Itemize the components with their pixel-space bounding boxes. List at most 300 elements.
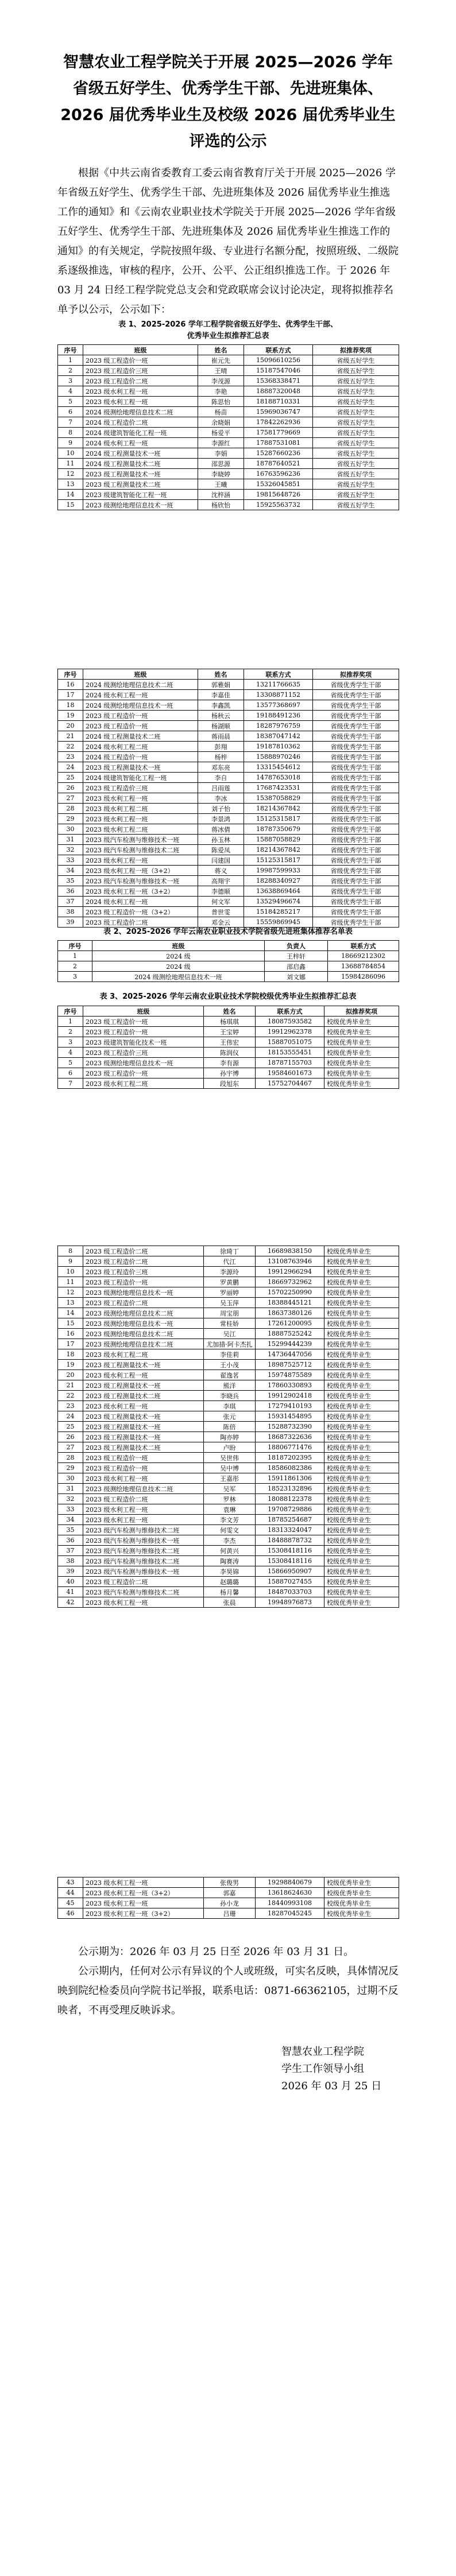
table-cell: 18787640521 (244, 459, 313, 469)
table-cell: 尤加措·阿卡杰扎 (204, 1339, 256, 1349)
table-cell: 陶亦婷 (204, 1432, 256, 1442)
table-cell: 2024 级工程测量技术二班 (83, 459, 198, 469)
title-line-1: 智慧农业工程学院关于开展 2025—2026 学年 (63, 53, 393, 71)
table-cell: 校级优秀毕业生 (324, 1246, 399, 1256)
table-row (58, 1908, 399, 1919)
table-cell: 7 (58, 417, 83, 428)
header-cell: 班级 (92, 941, 265, 951)
table-cell: 校级优秀毕业生 (324, 1318, 399, 1329)
table-cell: 校级优秀毕业生 (324, 1298, 399, 1308)
table-cell: 34 (58, 1515, 83, 1525)
table-row (58, 1401, 399, 1411)
table-cell: 省级优秀学生干部 (313, 917, 399, 928)
table-cell: 17261200095 (256, 1318, 324, 1329)
table-row (58, 1078, 399, 1089)
table-cell: 2024 级测绘地理信息技术一班 (83, 700, 198, 711)
header-cell: 班级 (83, 345, 198, 355)
table-cell: 省级优秀学生干部 (313, 876, 399, 886)
table-cell: 王梓轩 (265, 951, 328, 961)
table-cell: 邵启鑫 (265, 961, 328, 972)
table-cell: 12 (58, 1287, 83, 1298)
table-cell: 2023 级测绘地理信息技术二班 (83, 1339, 204, 1349)
table-row (58, 1068, 399, 1078)
title-line-4: 评选的公示 (189, 133, 267, 150)
table-cell: 2023 级工程造价二班 (83, 376, 198, 386)
table-cell: 孙小龙 (204, 1898, 256, 1908)
table-cell: 蒋冰倩 (198, 824, 244, 835)
signature-block (281, 2043, 408, 2095)
table-cell: 13529496674 (244, 897, 313, 907)
table-cell: 24 (58, 762, 83, 773)
table-cell: 李源玲 (204, 1267, 256, 1277)
table-cell: 17 (58, 1339, 83, 1349)
table-cell: 蒋义 (198, 866, 244, 876)
table-cell: 15866950907 (256, 1566, 324, 1577)
table-cell: 2023 级工程造价一班 (83, 1453, 204, 1463)
table-row (58, 1898, 399, 1908)
table-cell: 2023 级工程造价一班 (83, 1027, 204, 1037)
table-row (58, 1298, 399, 1308)
table-cell: 44 (58, 1888, 83, 1898)
table-cell: 9 (58, 438, 83, 448)
table-cell: 校级优秀毕业生 (324, 1494, 399, 1504)
table-cell: 37 (58, 1546, 83, 1556)
table-cell: 13 (58, 479, 83, 490)
table-cell: 32 (58, 845, 83, 855)
table-cell: 赵璐璐 (204, 1577, 256, 1587)
table-row (58, 1391, 399, 1401)
table-cell: 27 (58, 793, 83, 804)
table-cell: 39 (58, 917, 83, 928)
table-cell: 2023 级水利工程一班 (83, 1473, 204, 1484)
table-cell: 校级优秀毕业生 (324, 1535, 399, 1546)
table-cell: 校级优秀毕业生 (324, 1577, 399, 1587)
table-cell: 15888970246 (244, 752, 313, 762)
table-row (58, 742, 399, 752)
table-cell: 2023 级测绘地理信息技术一班 (83, 1318, 204, 1329)
table-cell: 吴军 (204, 1484, 256, 1494)
table-cell: 邓金云 (198, 917, 244, 928)
table-cell: 13315454612 (244, 762, 313, 773)
table-cell: 李娟 (198, 448, 244, 459)
table-cell: 张元 (204, 1411, 256, 1422)
table-cell: 2023 级水利工程一班 (83, 386, 198, 397)
table-cell: 2024 级工程测量技术二班 (83, 731, 198, 742)
table-cell: 2023 级水利工程一班 (83, 1370, 204, 1380)
table-cell: 31 (58, 835, 83, 845)
table-cell: 3 (58, 1037, 83, 1048)
table-cell: 高翔宇 (198, 876, 244, 886)
table-cell: 2023 级汽车检测与维修技术二班 (83, 1587, 204, 1597)
table-cell: 34 (58, 866, 83, 876)
table-cell: 省级五好学生 (313, 448, 399, 459)
table-cell: 校级优秀毕业生 (324, 1515, 399, 1525)
table-row (58, 1339, 399, 1349)
publicity-period: 公示期为：2026 年 03 月 25 日至 2026 年 03 月 31 日。 (78, 1946, 354, 1958)
table-cell: 23 (58, 752, 83, 762)
table-cell: 吴玉萍 (204, 1298, 256, 1308)
header-cell: 负责人 (265, 941, 328, 951)
table-cell: 15752704467 (256, 1078, 324, 1089)
table-row (58, 711, 399, 721)
table-cell: 11 (58, 1277, 83, 1287)
table-cell: 省级五好学生 (313, 479, 399, 490)
table-cell: 校级优秀毕业生 (324, 1597, 399, 1608)
table-cell: 杨欣怡 (198, 500, 244, 510)
table-cell: 2023 级工程造价一班 (83, 711, 198, 721)
table-cell: 省级五好学生 (313, 490, 399, 500)
table-cell: 15184285217 (244, 907, 313, 917)
table-cell: 2023 级测绘地理信息技术二班 (83, 1308, 204, 1318)
table-cell: 32 (58, 1494, 83, 1504)
header-cell: 联系方式 (244, 345, 313, 355)
table-cell: 2024 级工程造价一班 (83, 752, 198, 762)
table-cell: 16763596236 (244, 469, 313, 479)
table-cell: 26 (58, 783, 83, 793)
table-cell: 9 (58, 1256, 83, 1267)
table-cell: 30 (58, 1473, 83, 1484)
table-row (58, 680, 399, 690)
table-cell: 2024 级水利工程一班 (83, 897, 198, 907)
table-row (58, 469, 399, 479)
table-row (58, 700, 399, 711)
table-cell: 41 (58, 1587, 83, 1597)
table-cell: 19 (58, 711, 83, 721)
table-cell: 2023 级工程测量技术一班 (83, 762, 198, 773)
header-cell: 序号 (58, 669, 83, 680)
table-cell: 18987525712 (256, 1360, 324, 1370)
table-cell: 33 (58, 855, 83, 866)
table-cell: 省级五好学生 (313, 397, 399, 407)
table-cell: 校级优秀毕业生 (324, 1058, 399, 1068)
table-cell: 38 (58, 1556, 83, 1566)
table-cell: 袁琳 (204, 1504, 256, 1515)
table-cell: 张俊男 (204, 1877, 256, 1888)
table-cell: 张晨 (204, 1597, 256, 1608)
table-row (58, 1556, 399, 1566)
table-cell: 18669732962 (256, 1277, 324, 1287)
table-row (58, 1566, 399, 1577)
table-cell: 2023 级水利工程一班 (83, 397, 198, 407)
table-cell: 杨湖顺 (198, 721, 244, 731)
table-cell: 13211766635 (244, 680, 313, 690)
table-cell: 2023 级水利工程一班（3+2） (83, 886, 198, 897)
table-cell: 46 (58, 1908, 83, 1919)
table-cell: 28 (58, 1453, 83, 1463)
table-cell: 15887027455 (256, 1577, 324, 1587)
table-cell: 2023 级工程造价一班 (83, 1277, 204, 1287)
table-cell: 15288732390 (256, 1422, 324, 1432)
table-cell: 校级优秀毕业生 (324, 1380, 399, 1391)
table-cell: 省级优秀学生干部 (313, 773, 399, 783)
table-row (58, 773, 399, 783)
table-row (58, 762, 399, 773)
table-cell: 15096610256 (244, 355, 313, 366)
table1-continued (57, 669, 399, 928)
table-cell: 2024 级 (92, 951, 265, 961)
table-cell: 杨苗 (198, 407, 244, 417)
table-cell: 2023 级工程造价一班 (83, 721, 198, 731)
table-cell: 19987599933 (244, 866, 313, 876)
table-cell: 2023 级水利工程一班（3+2） (83, 1888, 204, 1898)
table-cell: 6 (58, 1068, 83, 1078)
table-cell: 15287660236 (244, 448, 313, 459)
table-cell: 孙玉林 (198, 835, 244, 845)
table-cell: 21 (58, 1380, 83, 1391)
table-row (58, 366, 399, 376)
objection-notice: 公示期内，任何对公示有异议的个人或班级，可实名反映，具体情况反映到院纪检委员向学院书记举报，联系电话：0871-66362105，过期不反映者，不再受理反映诉求。 (57, 1965, 399, 2016)
table-cell: 2023 级工程造价二班 (83, 1298, 204, 1308)
table-cell: 2024 级 (92, 961, 265, 972)
table-cell: 2023 级工程造价二班 (83, 1494, 204, 1504)
table-cell: 熊洋 (204, 1380, 256, 1391)
table-cell: 15974875589 (256, 1370, 324, 1380)
table-row (58, 1577, 399, 1587)
table-cell: 18487033703 (256, 1587, 324, 1597)
table-cell: 18669212302 (328, 951, 399, 961)
table-cell: 18523132896 (256, 1484, 324, 1494)
table-cell: 校级优秀毕业生 (324, 1027, 399, 1037)
table2 (57, 940, 399, 982)
table-cell: 校级优秀毕业生 (324, 1546, 399, 1556)
table-cell: 19298840679 (256, 1877, 324, 1888)
table-cell: 普世雯 (198, 907, 244, 917)
table-cell: 沈梓涵 (198, 490, 244, 500)
table-cell: 校级优秀毕业生 (324, 1484, 399, 1494)
table-row (58, 1877, 399, 1888)
table-cell: 2023 级汽车检测与维修技术二班 (83, 1546, 204, 1556)
table-cell: 王曦 (198, 479, 244, 490)
signature-group: 学生工作领导小组 (281, 2063, 364, 2075)
table-cell: 1 (58, 951, 92, 961)
table-cell: 李晓婷 (198, 469, 244, 479)
table-cell: 校级优秀毕业生 (324, 1329, 399, 1339)
table-cell: 17581779669 (244, 428, 313, 438)
table-cell: 省级优秀学生干部 (313, 752, 399, 762)
table-cell: 2024 级测绘地理信息技术一班 (92, 972, 265, 982)
table-row (58, 814, 399, 824)
table-cell: 2 (58, 1027, 83, 1037)
table-cell: 2023 级工程测量技术二班 (83, 1391, 204, 1401)
table-cell: 陈润仪 (204, 1048, 256, 1058)
table-cell: 25 (58, 773, 83, 783)
table3-header-row (58, 1006, 399, 1017)
table-cell: 杨琪琪 (204, 1017, 256, 1027)
table2-header-row (58, 941, 399, 951)
table-cell: 校级优秀毕业生 (324, 1287, 399, 1298)
table-cell: 18187202395 (256, 1453, 324, 1463)
table-row (58, 1525, 399, 1535)
table-cell: 15969036747 (244, 407, 313, 417)
table-cell: 2024 级建筑智能化工程一班 (83, 428, 198, 438)
table-cell: 2023 级汽车检测与维修技术一班 (83, 835, 198, 845)
table-cell: 18586082386 (256, 1463, 324, 1473)
table-cell: 17279410193 (256, 1401, 324, 1411)
table-cell: 李文芳 (204, 1515, 256, 1525)
table-cell: 校级优秀毕业生 (324, 1048, 399, 1058)
header-cell: 序号 (58, 941, 92, 951)
table-cell: 校级优秀毕业生 (324, 1391, 399, 1401)
table-cell: 18387047142 (244, 731, 313, 742)
table-cell: 校级优秀毕业生 (324, 1556, 399, 1566)
table-cell: 15299444239 (256, 1339, 324, 1349)
table-cell: 2023 级汽车检测与维修技术一班 (83, 1535, 204, 1546)
table-cell: 李晓兵 (204, 1391, 256, 1401)
table-cell: 18388445121 (256, 1298, 324, 1308)
table-cell: 省级五好学生 (313, 376, 399, 386)
table-cell: 19 (58, 1360, 83, 1370)
table-cell: 省级优秀学生干部 (313, 824, 399, 835)
table-row (58, 1432, 399, 1442)
table-cell: 22 (58, 1391, 83, 1401)
table-cell: 郭嘉 (204, 1888, 256, 1898)
table-cell: 校级优秀毕业生 (324, 1360, 399, 1370)
table-cell: 徐琦丁 (204, 1246, 256, 1256)
table-cell: 14736447056 (256, 1349, 324, 1360)
table-cell: 16689838150 (256, 1246, 324, 1256)
table-cell: 20 (58, 721, 83, 731)
table-cell: 19188491236 (244, 711, 313, 721)
table-cell: 2023 级工程造价三班 (83, 1267, 204, 1277)
table-cell: 11 (58, 459, 83, 469)
table-cell: 省级优秀学生干部 (313, 886, 399, 897)
table-row (58, 972, 399, 982)
table-cell: 36 (58, 886, 83, 897)
table-cell: 13618624630 (256, 1888, 324, 1898)
table-cell: 李昊锦 (204, 1566, 256, 1577)
table-cell: 校级优秀毕业生 (324, 1411, 399, 1422)
table-cell: 吴中博 (204, 1463, 256, 1473)
header-cell: 班级 (83, 669, 198, 680)
table-cell: 19815648726 (244, 490, 313, 500)
table-cell: 陶赛涛 (204, 1556, 256, 1566)
table-cell: 校级优秀毕业生 (324, 1078, 399, 1089)
table1b-header-row (58, 669, 399, 680)
table-cell: 省级五好学生 (313, 438, 399, 448)
table-row (58, 1017, 399, 1027)
table-cell: 18785254687 (256, 1515, 324, 1525)
table-cell: 校级优秀毕业生 (324, 1277, 399, 1287)
table-cell: 2024 级测绘地理信息技术二班 (83, 407, 198, 417)
table-cell: 校级优秀毕业生 (324, 1017, 399, 1027)
table-cell: 2023 级建筑智能化技术一班 (83, 1037, 204, 1048)
table-cell: 邓东亮 (198, 762, 244, 773)
table-cell: 省级优秀学生干部 (313, 814, 399, 824)
table-cell: 校级优秀毕业生 (324, 1898, 399, 1908)
table-cell: 邵思源 (198, 459, 244, 469)
table-cell: 王嘉彤 (204, 1473, 256, 1484)
table-cell: 12 (58, 469, 83, 479)
table-cell: 2023 级汽车检测与维修技术一班 (83, 1566, 204, 1577)
table-row (58, 866, 399, 876)
table-row (58, 376, 399, 386)
table-row (58, 500, 399, 510)
table-cell: 校级优秀毕业生 (324, 1453, 399, 1463)
table-row (58, 1287, 399, 1298)
table-cell: 13688784854 (328, 961, 399, 972)
table-cell: 罗林 (204, 1494, 256, 1504)
table-cell: 42 (58, 1597, 83, 1608)
table-cell: 15308418116 (256, 1546, 324, 1556)
table-cell: 18288340927 (244, 876, 313, 886)
table-cell: 18088122378 (256, 1494, 324, 1504)
table-cell: 省级五好学生 (313, 386, 399, 397)
table-cell: 余晓娟 (198, 417, 244, 428)
title-line-2: 省级五好学生、优秀学生干部、先进班集体、 (73, 80, 383, 98)
table-cell: 2023 级工程测量技术一班 (83, 1380, 204, 1391)
table-cell: 卢盼 (204, 1442, 256, 1453)
table-cell: 2024 级工程测量技术一班 (83, 448, 198, 459)
table-cell: 18787350679 (244, 824, 313, 835)
table-cell: 18 (58, 700, 83, 711)
header-cell: 姓名 (204, 1006, 256, 1017)
table-cell: 26 (58, 1432, 83, 1442)
table-row (58, 876, 399, 886)
header-cell: 序号 (58, 345, 83, 355)
table-cell: 15125315817 (244, 814, 313, 824)
table-row (58, 417, 399, 428)
table-cell: 25 (58, 1422, 83, 1432)
page-title (57, 49, 399, 155)
table-cell: 15326045851 (244, 479, 313, 490)
table-cell: 2024 级建筑智能化工程一班 (83, 773, 198, 783)
table-row (58, 1329, 399, 1339)
table-cell: 省级优秀学生干部 (313, 680, 399, 690)
table-cell: 5 (58, 1058, 83, 1068)
table-cell: 2023 级工程测量技术二班 (83, 1442, 204, 1453)
table-row (58, 386, 399, 397)
table-row (58, 1484, 399, 1494)
table-row (58, 783, 399, 793)
table-cell: 陈思怡 (198, 397, 244, 407)
table-row (58, 951, 399, 961)
table-cell: 16 (58, 680, 83, 690)
title-line-3: 2026 届优秀毕业生及校级 2026 届优秀毕业生 (60, 106, 396, 124)
table-cell: 10 (58, 448, 83, 459)
table-cell: 何文军 (198, 897, 244, 907)
table-cell: 陈倍 (204, 1422, 256, 1432)
table-cell: 罗丽婷 (204, 1287, 256, 1298)
table-cell: 2023 级水利工程一班 (83, 1877, 204, 1888)
table-cell: 18887525242 (256, 1329, 324, 1339)
table-cell: 18488878732 (256, 1535, 324, 1546)
table-row (58, 1422, 399, 1432)
table-cell: 2023 级工程造价一班 (83, 1068, 204, 1078)
table-cell: 15368338471 (244, 376, 313, 386)
table-cell: 2023 级工程测量技术一班 (83, 469, 198, 479)
table-cell: 15911861306 (256, 1473, 324, 1484)
table-cell: 18887320048 (244, 386, 313, 397)
table-cell: 代江 (204, 1256, 256, 1267)
table-cell: 10 (58, 1267, 83, 1277)
table-row (58, 1246, 399, 1256)
table-cell: 2023 级水利工程一班 (83, 793, 198, 804)
table-row (58, 1370, 399, 1380)
table-cell: 2023 级工程造价一班 (83, 1017, 204, 1027)
table-cell: 18637380126 (256, 1308, 324, 1318)
table-cell: 17 (58, 690, 83, 700)
table-row (58, 1277, 399, 1287)
table-row (58, 1267, 399, 1277)
table-cell: 18087593582 (256, 1017, 324, 1027)
table-cell: 杨秋云 (198, 711, 244, 721)
table-cell: 15559869945 (244, 917, 313, 928)
table-cell: 李艳 (198, 386, 244, 397)
table-row (58, 1349, 399, 1360)
table-cell: 省级优秀学生干部 (313, 855, 399, 866)
table-cell: 2023 级测绘地理信息技术二班 (83, 1329, 204, 1339)
table-cell: 28 (58, 804, 83, 814)
